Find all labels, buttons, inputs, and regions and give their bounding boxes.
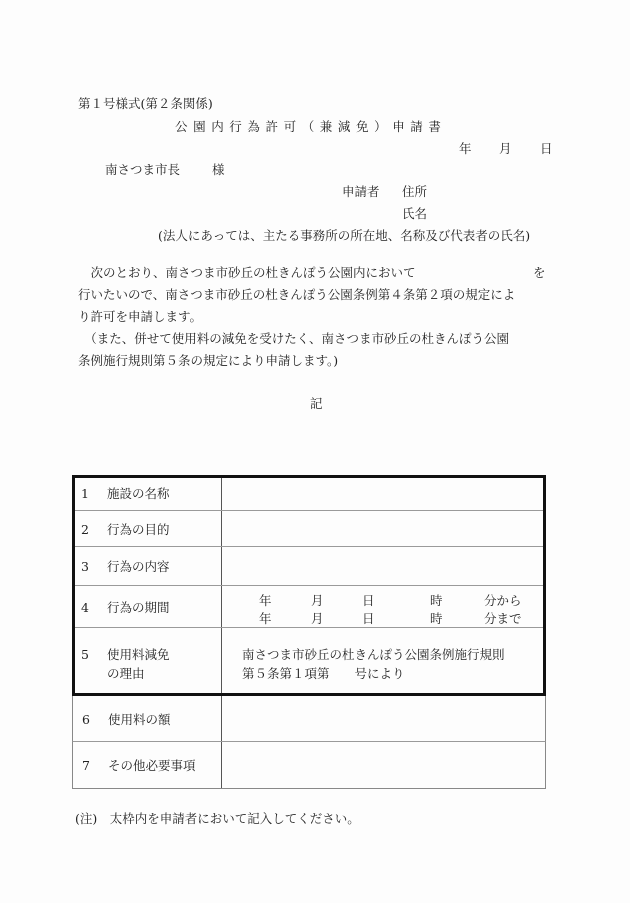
footnote: (注) 太枠内を申請者において記入してください。 bbox=[75, 811, 360, 826]
ki-heading: 記 bbox=[310, 396, 323, 411]
paragraph2-line2: 条例施行規則第５条の規定により申請します。) bbox=[78, 353, 339, 368]
date-year-label: 年 bbox=[459, 141, 472, 156]
exemption-reason-text bbox=[242, 645, 505, 683]
table-row-fee-amount bbox=[72, 696, 546, 742]
row-label-line1: 使用料減免 bbox=[107, 647, 170, 662]
name-label: 氏名 bbox=[402, 206, 428, 221]
to-month: 月 bbox=[311, 611, 324, 626]
table-row-content bbox=[72, 547, 546, 586]
row-label bbox=[82, 710, 171, 728]
row-label bbox=[82, 756, 196, 774]
to-minute: 分まで bbox=[484, 611, 522, 626]
applicant-label: 申請者 bbox=[342, 184, 380, 199]
paragraph1-line2: 行いたいので、南さつま市砂丘の杜きんぽう公園条例第４条第２項の規定によ bbox=[78, 287, 516, 302]
addressee: 南さつま市長 bbox=[105, 162, 181, 177]
row-label-text: その他必要事項 bbox=[108, 758, 196, 773]
exemption-reason-field[interactable] bbox=[221, 628, 546, 696]
address-label: 住所 bbox=[402, 184, 428, 199]
to-day: 日 bbox=[362, 611, 375, 626]
facility-name-field[interactable] bbox=[221, 475, 546, 510]
paragraph2-line1: （また、併せて使用料の減免を受けたく、南さつま市砂丘の杜きんぽう公園 bbox=[78, 331, 510, 346]
row-number: 4 bbox=[81, 599, 89, 615]
period-to bbox=[222, 609, 546, 625]
date-month-label: 月 bbox=[499, 141, 512, 156]
row-number: 1 bbox=[81, 485, 89, 501]
row-number: 5 bbox=[81, 647, 89, 662]
from-month: 月 bbox=[311, 593, 324, 608]
corporate-note: (法人にあっては、主たる事務所の所在地、名称及び代表者の氏名) bbox=[158, 228, 531, 243]
paragraph1-line1-end: を bbox=[533, 265, 546, 280]
application-table bbox=[72, 475, 546, 789]
table-row-exemption-reason bbox=[72, 628, 546, 696]
row-label bbox=[81, 484, 170, 502]
from-minute: 分から bbox=[484, 593, 522, 608]
table-row-other bbox=[72, 742, 546, 789]
row-label-line2: の理由 bbox=[107, 666, 145, 681]
table-row-facility-name bbox=[72, 475, 546, 511]
row-number: 2 bbox=[81, 521, 89, 537]
row-number: 6 bbox=[82, 711, 90, 727]
exemption-reason-line1: 南さつま市砂丘の杜きんぽう公園条例施行規則 bbox=[242, 647, 505, 662]
paragraph1-line1: 次のとおり、南さつま市砂丘の杜きんぽう公園内において bbox=[78, 265, 416, 280]
row-number: 3 bbox=[81, 559, 89, 574]
row-label-text: 行為の目的 bbox=[107, 521, 170, 537]
row-label-text: 施設の名称 bbox=[107, 485, 170, 501]
from-day: 日 bbox=[362, 593, 375, 608]
request-paragraph bbox=[78, 262, 548, 328]
date-day-label: 日 bbox=[540, 141, 553, 156]
paragraph1-line3: り許可を申請します。 bbox=[78, 309, 203, 324]
table-row-purpose bbox=[72, 511, 546, 547]
exemption-reason-line2: 第５条第１項第 号により bbox=[242, 666, 405, 681]
from-hour: 時 bbox=[430, 593, 443, 608]
purpose-field[interactable] bbox=[221, 511, 546, 546]
fee-amount-field[interactable] bbox=[221, 696, 545, 741]
form-number: 第１号様式(第２条関係) bbox=[78, 96, 213, 111]
row-label-text: 行為の期間 bbox=[107, 599, 170, 615]
row-label-text: 行為の内容 bbox=[107, 559, 170, 574]
row-label bbox=[81, 557, 170, 575]
content-field[interactable] bbox=[221, 547, 546, 585]
period-field[interactable] bbox=[221, 586, 546, 627]
row-number: 7 bbox=[82, 758, 90, 773]
exemption-paragraph bbox=[78, 328, 548, 372]
addressee-honorific: 様 bbox=[212, 162, 225, 177]
table-row-period bbox=[72, 586, 546, 628]
row-label-text: 使用料の額 bbox=[108, 711, 171, 727]
row-label bbox=[81, 520, 170, 538]
from-year: 年 bbox=[259, 593, 272, 608]
row-label bbox=[81, 598, 170, 616]
to-year: 年 bbox=[259, 611, 272, 626]
period-from bbox=[222, 591, 546, 607]
other-items-field[interactable] bbox=[221, 742, 545, 788]
to-hour: 時 bbox=[430, 611, 443, 626]
row-label bbox=[81, 645, 170, 683]
document-title: 公園内行為許可（兼減免）申請書 bbox=[175, 119, 447, 134]
